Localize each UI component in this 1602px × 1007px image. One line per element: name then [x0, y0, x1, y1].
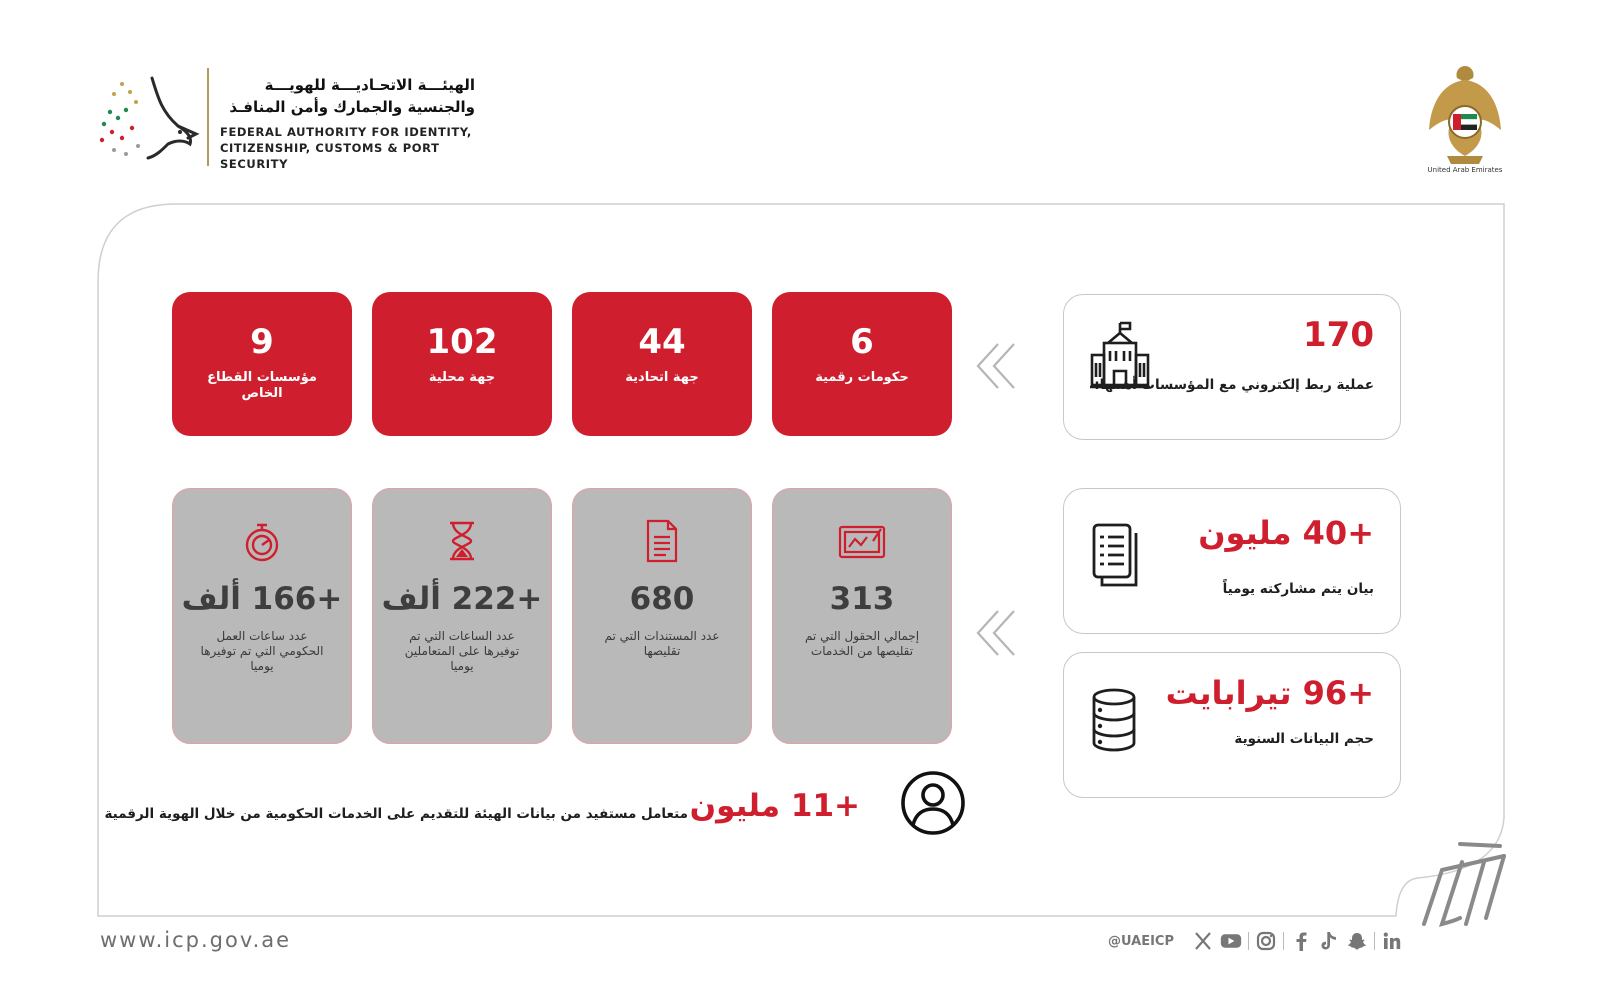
- stat-card-label: حكومات رقمية: [815, 370, 909, 385]
- stat-card-value: 44: [638, 322, 686, 362]
- beneficiaries-value: +11 مليون: [689, 788, 860, 824]
- info-box-value: +96 تيرابايت: [1165, 674, 1374, 712]
- authority-name-en-1: FEDERAL AUTHORITY FOR IDENTITY,: [220, 125, 472, 139]
- stat-card-customer-hours: [372, 488, 552, 744]
- user-icon: [900, 770, 966, 836]
- building-icon: [1090, 321, 1150, 389]
- stopwatch-icon: [242, 519, 282, 563]
- stat-card-value: +166 ألف: [181, 581, 343, 617]
- stat-card-label: إجمالي الحقول التي تم تقليصها من الخدمات: [804, 629, 920, 658]
- document-icon: [642, 519, 682, 563]
- database-icon: [1090, 687, 1138, 753]
- x-icon[interactable]: [1192, 930, 1214, 952]
- brand-mark-icon: [1420, 840, 1506, 928]
- footer-handle: @UAEICP: [1108, 933, 1175, 949]
- form-icon: [837, 519, 887, 563]
- facebook-icon[interactable]: [1290, 930, 1312, 952]
- info-box-value: 170: [1303, 315, 1374, 355]
- snapchat-icon[interactable]: [1346, 930, 1368, 952]
- footer-social-bar: [1108, 930, 1403, 952]
- chevron-left-icon: [974, 340, 1018, 392]
- chevron-left-icon: [974, 607, 1018, 659]
- stat-card-label: عدد ساعات العمل الحكومي التي تم توفيرها يوميا: [200, 629, 324, 673]
- linkedin-icon[interactable]: [1381, 930, 1403, 952]
- info-box-data-shared: [1063, 488, 1401, 634]
- authority-name-ar-2: والجنسية والجمارك وأمن المنافـذ: [229, 98, 475, 116]
- info-box-annual-data: [1063, 652, 1401, 798]
- stat-card-government-hours: [172, 488, 352, 744]
- stat-card-label: عدد المستندات التي تم تقليصها: [604, 629, 720, 658]
- tiktok-icon[interactable]: [1318, 930, 1340, 952]
- stat-card-private-sector: [172, 292, 352, 436]
- stat-card-value: 9: [250, 322, 274, 362]
- stat-card-value: +222 ألف: [381, 581, 543, 617]
- stat-card-value: 6: [850, 322, 874, 362]
- stat-card-value: 313: [829, 581, 895, 617]
- authority-name-en-2: CITIZENSHIP, CUSTOMS & PORT SECURITY: [220, 141, 440, 171]
- social-separator: [1248, 932, 1249, 950]
- stat-card-federal-entities: [572, 292, 752, 436]
- info-box-label: بيان يتم مشاركته يومياً: [1222, 581, 1374, 597]
- social-separator: [1283, 932, 1284, 950]
- info-box-label: حجم البيانات السنوية: [1234, 731, 1374, 747]
- documents-icon: [1090, 521, 1142, 589]
- stat-card-label: مؤسسات القطاع الخاص: [207, 370, 317, 401]
- hourglass-icon: [442, 519, 482, 563]
- authority-name-ar-1: الهيئـــة الاتحـاديـــة للهويـــة: [264, 76, 475, 94]
- stat-card-label: جهة اتحادية: [625, 370, 699, 385]
- info-box-value: +40 مليون: [1198, 514, 1374, 552]
- stat-card-local-entities: [372, 292, 552, 436]
- beneficiaries-label: متعامل مستفيد من بيانات الهيئة للتقديم على الخدمات الحكومية من خلال الهوية الرقمية: [104, 806, 688, 822]
- instagram-icon[interactable]: [1255, 930, 1277, 952]
- footer-website[interactable]: www.icp.gov.ae: [100, 928, 292, 952]
- stat-card-documents-reduced: [572, 488, 752, 744]
- info-box-label: عملية ربط إلكتروني مع المؤسسات أهمها:: [1094, 377, 1374, 393]
- stat-card-label: جهة محلية: [428, 370, 496, 385]
- stat-card-value: 102: [426, 322, 498, 362]
- social-separator: [1374, 932, 1375, 950]
- stat-card-fields-reduced: [772, 488, 952, 744]
- info-box-electronic-links: [1063, 294, 1401, 440]
- stat-card-label: عدد الساعات التي تم توفيرها على المتعاملين يوميا: [404, 629, 520, 673]
- emblem-caption: United Arab Emirates: [1427, 166, 1503, 174]
- stat-card-value: 680: [629, 581, 695, 617]
- stat-card-digital-governments: [772, 292, 952, 436]
- youtube-icon[interactable]: [1220, 930, 1242, 952]
